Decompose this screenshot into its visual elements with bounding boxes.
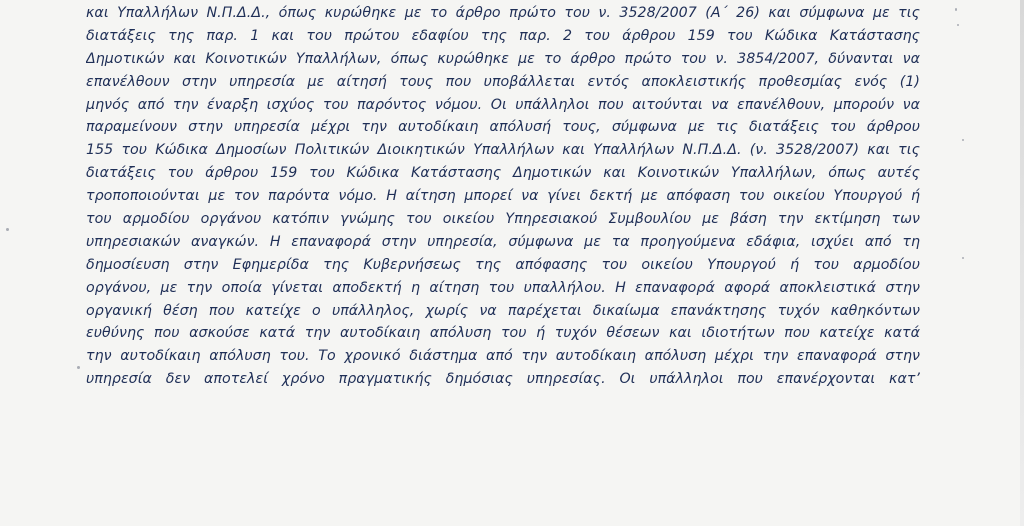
scan-speck (962, 257, 964, 259)
scan-speck (962, 139, 964, 141)
text-line: διατάξεις του άρθρου 159 του Κώδικα Κατάστασης Δημοτικών και Κοινοτικών Υπαλλήλων, όπως αυτές (86, 165, 920, 182)
scan-speck (955, 8, 957, 11)
scan-speck (957, 24, 959, 26)
text-line: Δημοτικών και Κοινοτικών Υπαλλήλων, όπως κυρώθηκε με το άρθρο πρώτο του ν. 3854/2007, δύνανται να (86, 50, 920, 67)
scan-speck (77, 366, 80, 369)
scan-speck (6, 228, 9, 231)
text-line: ευθύνης που ασκούσε κατά την αυτοδίκαιη απόλυση του ή τυχόν θέσεων και ιδιοτήτων που κατείχε κατά (86, 325, 920, 342)
text-line: 155 του Κώδικα Δημοσίων Πολιτικών Διοικητικών Υπαλλήλων και Υπαλλήλων Ν.Π.Δ.Δ. (ν. 3528/2007) και τις (86, 142, 920, 159)
document-text-block (86, 2, 920, 391)
text-line: υπηρεσία δεν αποτελεί χρόνο πραγματικής δημόσιας υπηρεσίας. Οι υπάλληλοι που επανέρχονται κατ’ (86, 371, 920, 388)
scan-edge-shadow (1020, 0, 1024, 526)
text-line: του αρμοδίου οργάνου κατόπιν γνώμης του οικείου Υπηρεσιακού Συμβουλίου με βάση την εκτίμηση των (86, 211, 920, 228)
text-line: παραμείνουν στην υπηρεσία μέχρι την αυτοδίκαιη απόλυσή τους, σύμφωνα με τις διατάξεις του άρθρου (86, 119, 920, 136)
text-line: διατάξεις της παρ. 1 και του πρώτου εδαφίου της παρ. 2 του άρθρου 159 του Κώδικα Κατάστασης (86, 27, 920, 44)
text-line: υπηρεσιακών αναγκών. Η επαναφορά στην υπηρεσία, σύμφωνα με τα προηγούμενα εδάφια, ισχύει από τη (86, 233, 920, 250)
text-line: δημοσίευση στην Εφημερίδα της Κυβερνήσεως της απόφασης του οικείου Υπουργού ή του αρμοδίου (86, 256, 920, 273)
text-line: τροποποιούνται με τον παρόντα νόμο. Η αίτηση μπορεί να γίνει δεκτή με απόφαση του οικείου Υπουργού ή (86, 188, 920, 205)
text-line: και Υπαλλήλων Ν.Π.Δ.Δ., όπως κυρώθηκε με το άρθρο πρώτο του ν. 3528/2007 (Α΄ 26) και σύμφωνα με τις (86, 5, 920, 21)
text-line: οργάνου, με την οποία γίνεται αποδεκτή η αίτηση του υπαλλήλου. Η επαναφορά αφορά αποκλειστικά στην (86, 279, 920, 296)
text-line: οργανική θέση που κατείχε ο υπάλληλος, χωρίς να παρέχεται δικαίωμα επανάκτησης τυχόν καθηκόντων (86, 302, 920, 319)
text-line: την αυτοδίκαιη απόλυση του. Το χρονικό διάστημα από την αυτοδίκαιη απόλυση μέχρι την επαναφορά στην (86, 348, 920, 365)
text-line: επανέλθουν στην υπηρεσία με αίτησή τους που υποβάλλεται εντός αποκλειστικής προθεσμίας ενός (1) (86, 73, 920, 90)
text-line: μηνός από την έναρξη ισχύος του παρόντος νόμου. Οι υπάλληλοι που αιτούνται να επανέλθουν, μπορούν να (86, 96, 920, 113)
